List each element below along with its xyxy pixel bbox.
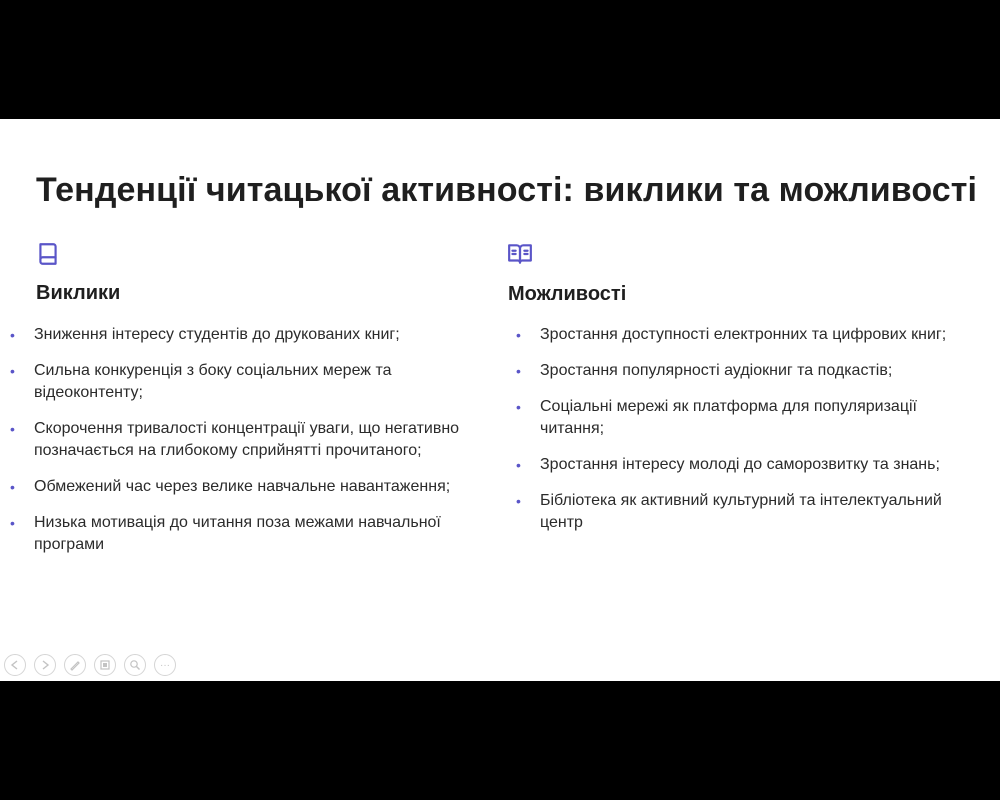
zoom-icon[interactable]	[124, 654, 146, 676]
list-item: • Бібліотека як активний культурний та інтелектуальний центр	[540, 490, 980, 534]
list-item: • Зростання популярності аудіокниг та подкастів;	[540, 360, 980, 382]
previous-icon[interactable]	[4, 654, 26, 676]
list-item: • Зростання доступності електронних та цифрових книг;	[540, 324, 980, 346]
list-item: • Обмежений час через велике навчальне навантаження;	[34, 476, 474, 498]
list-item: • Соціальні мережі як платформа для популяризації читання;	[540, 396, 980, 440]
more-icon[interactable]: ···	[154, 654, 176, 676]
list-item: • Зниження інтересу студентів до друкованих книг;	[34, 324, 474, 346]
book-icon	[35, 241, 61, 267]
challenges-heading: Виклики	[36, 282, 121, 304]
opportunities-heading: Можливості	[508, 283, 627, 305]
list-item: • Скорочення тривалості концентрації уваги, що негативно позначається на глибокому сприйнятті прочитаного;	[34, 418, 474, 462]
slides-icon[interactable]	[94, 654, 116, 676]
open-book-icon	[507, 241, 533, 267]
challenges-list	[34, 324, 474, 570]
slide-title: Тенденції читацької активності: виклики та можливості	[36, 171, 978, 209]
pen-icon[interactable]	[64, 654, 86, 676]
list-item: • Низька мотивація до читання поза межами навчальної програми	[34, 512, 474, 556]
presentation-toolbar	[4, 654, 176, 676]
slide	[0, 119, 1000, 681]
list-item: • Зростання інтересу молоді до саморозвитку та знань;	[540, 454, 980, 476]
opportunities-list	[540, 324, 980, 548]
list-item: • Сильна конкуренція з боку соціальних мереж та відеоконтенту;	[34, 360, 474, 404]
next-icon[interactable]	[34, 654, 56, 676]
